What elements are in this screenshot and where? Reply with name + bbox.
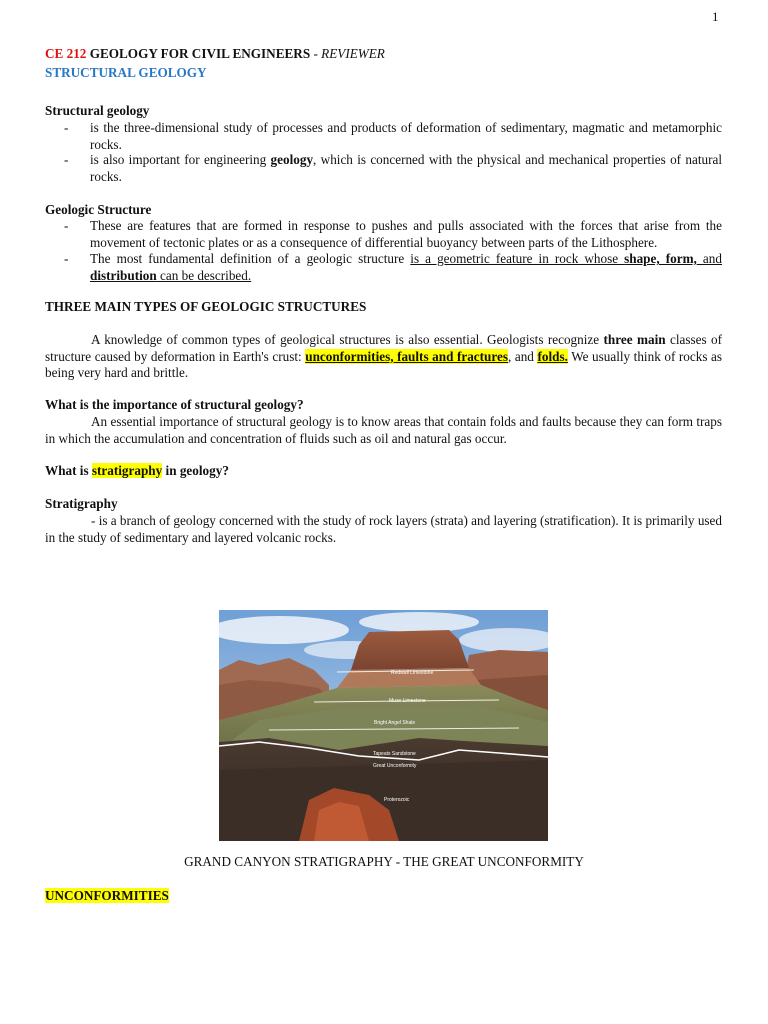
layer-label-great-unconformity: Great Unconformity bbox=[373, 763, 417, 769]
section-heading-geologic-structure: Geologic Structure bbox=[45, 202, 152, 217]
grand-canyon-illustration bbox=[219, 610, 548, 841]
layer-label-proterozoic: Proterozoic bbox=[384, 797, 410, 803]
layer-label-redwall: Redwall Limestone bbox=[391, 670, 434, 676]
bullet-text: These are features that are formed in response to pushes and pulls associated with the forces that arise from the movement of tectonic plates or as a consequence of differential buoyancy between parts of the Lithosphere. bbox=[90, 218, 722, 250]
document-type: REVIEWER bbox=[321, 46, 385, 61]
title-dash: - bbox=[310, 46, 322, 61]
page-number: 1 bbox=[712, 9, 719, 24]
document-title bbox=[45, 46, 385, 63]
course-title: GEOLOGY FOR CIVIL ENGINEERS bbox=[89, 46, 311, 61]
section-heading-unconformities: UNCONFORMITIES bbox=[45, 888, 169, 903]
grand-canyon-photo bbox=[219, 610, 548, 841]
section-heading-three-main-types: THREE MAIN TYPES OF GEOLOGIC STRUCTURES bbox=[45, 299, 367, 314]
section-heading-stratigraphy: Stratigraphy bbox=[45, 496, 118, 511]
paragraph-stratigraphy: - is a branch of geology concerned with the study of rock layers (strata) and layering (stratification). It is primarily used in the study of sedimentary and layered volcanic rocks. bbox=[45, 513, 722, 545]
document-subtitle: STRUCTURAL GEOLOGY bbox=[45, 65, 207, 80]
bullet-text: The most fundamental definition of a geologic structure is a geometric feature in rock whose shape, form, and distribution can be described. bbox=[90, 251, 722, 283]
paragraph-three-main-types: A knowledge of common types of geological structures is also essential. Geologists recognize three main classes of structure caused by deformation in Earth's crust: unconformities, faults and fractures, and folds. We usually think of rocks as being very hard and brittle. bbox=[45, 332, 723, 380]
course-code: CE 212 bbox=[45, 46, 87, 61]
question-heading-stratigraphy: What is stratigraphy in geology? bbox=[45, 463, 229, 478]
bullet-text: is the three-dimensional study of processes and products of deformation of sedimentary, magmatic and metamorphic rocks. bbox=[90, 120, 722, 152]
bullet-dash: - bbox=[64, 120, 69, 135]
layer-label-muav: Muav Limestone bbox=[389, 698, 426, 704]
figure-caption: GRAND CANYON STRATIGRAPHY - THE GREAT UNCONFORMITY bbox=[184, 854, 584, 869]
bullet-dash: - bbox=[64, 218, 69, 233]
question-heading-importance: What is the importance of structural geology? bbox=[45, 397, 304, 412]
layer-label-tapeats: Tapeats Sandstone bbox=[373, 751, 416, 757]
bullet-dash: - bbox=[64, 251, 69, 266]
section-heading-structural-geology: Structural geology bbox=[45, 103, 150, 118]
layer-label-bright-angel: Bright Angel Shale bbox=[374, 720, 416, 726]
bullet-dash: - bbox=[64, 152, 69, 167]
paragraph-importance: An essential importance of structural geology is to know areas that contain folds and faults because they can form traps in which the accumulation and concentration of fluids such as oil and natural gas occur. bbox=[45, 414, 722, 446]
bullet-text: is also important for engineering geology, which is concerned with the physical and mechanical properties of natural rocks. bbox=[90, 152, 722, 184]
